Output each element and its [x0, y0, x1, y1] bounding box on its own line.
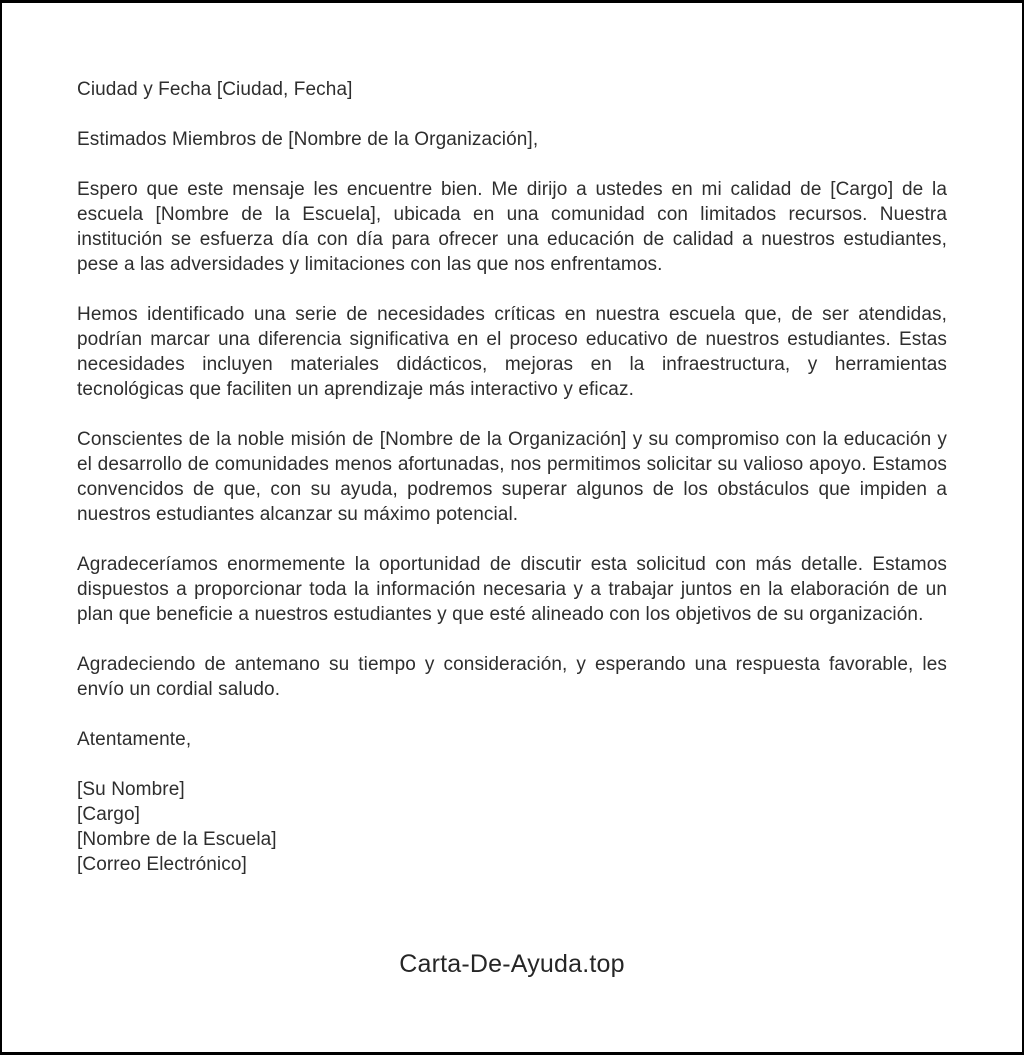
paragraph-collaboration: Agradeceríamos enormemente la oportunidad de discutir esta solicitud con más detalle. Estamos dispuestos a proporcionar toda la información necesaria y a trabajar juntos en la elaboración de un plan que beneficie a nuestros estudiantes y que esté alineado con los objetivos de su organización. [77, 554, 947, 625]
date-line: Ciudad y Fecha [Ciudad, Fecha] [77, 79, 353, 100]
paragraph-needs: Hemos identificado una serie de necesidades críticas en nuestra escuela que, de ser atendidas, podrían marcar una diferencia significativa en el proceso educativo de nuestros estudiantes. Estas necesidades incluyen materiales didácticos, mejoras en la infraestructura, y herramientas tecnológicas que faciliten un aprendizaje más interactivo y eficaz. [77, 304, 947, 400]
paragraph-request: Conscientes de la noble misión de [Nombre de la Organización] y su compromiso con la educación y el desarrollo de comunidades menos afortunadas, nos permitimos solicitar su valioso apoyo. Estamos convencidos de que, con su ayuda, podremos superar algunos de los obstáculos que impiden a nuestros estudiantes alcanzar su máximo potencial. [77, 429, 947, 525]
signature-line-name: [Su Nombre] [77, 779, 185, 800]
signature-line-title: [Cargo] [77, 804, 141, 825]
paragraph-thanks: Agradeciendo de antemano su tiempo y consideración, y esperando una respuesta favorable, les envío un cordial saludo. [77, 654, 947, 700]
paragraph-intro: Espero que este mensaje les encuentre bien. Me dirijo a ustedes en mi calidad de [Cargo] de la escuela [Nombre de la Escuela], ubicada en una comunidad con limitados recursos. Nuestra institución se esfuerza día con día para ofrecer una educación de calidad a nuestros estudiantes, pese a las adversidades y limitaciones con las que nos enfrentamos. [77, 179, 947, 275]
signature-line-email: [Correo Electrónico] [77, 854, 247, 875]
salutation: Estimados Miembros de [Nombre de la Organización], [77, 129, 539, 150]
closing: Atentamente, [77, 729, 192, 750]
signature-block [77, 777, 947, 877]
site-name-footer: Carta-De-Ayuda.top [399, 950, 625, 978]
letter-body [2, 3, 1022, 979]
signature-line-school: [Nombre de la Escuela] [77, 829, 277, 850]
